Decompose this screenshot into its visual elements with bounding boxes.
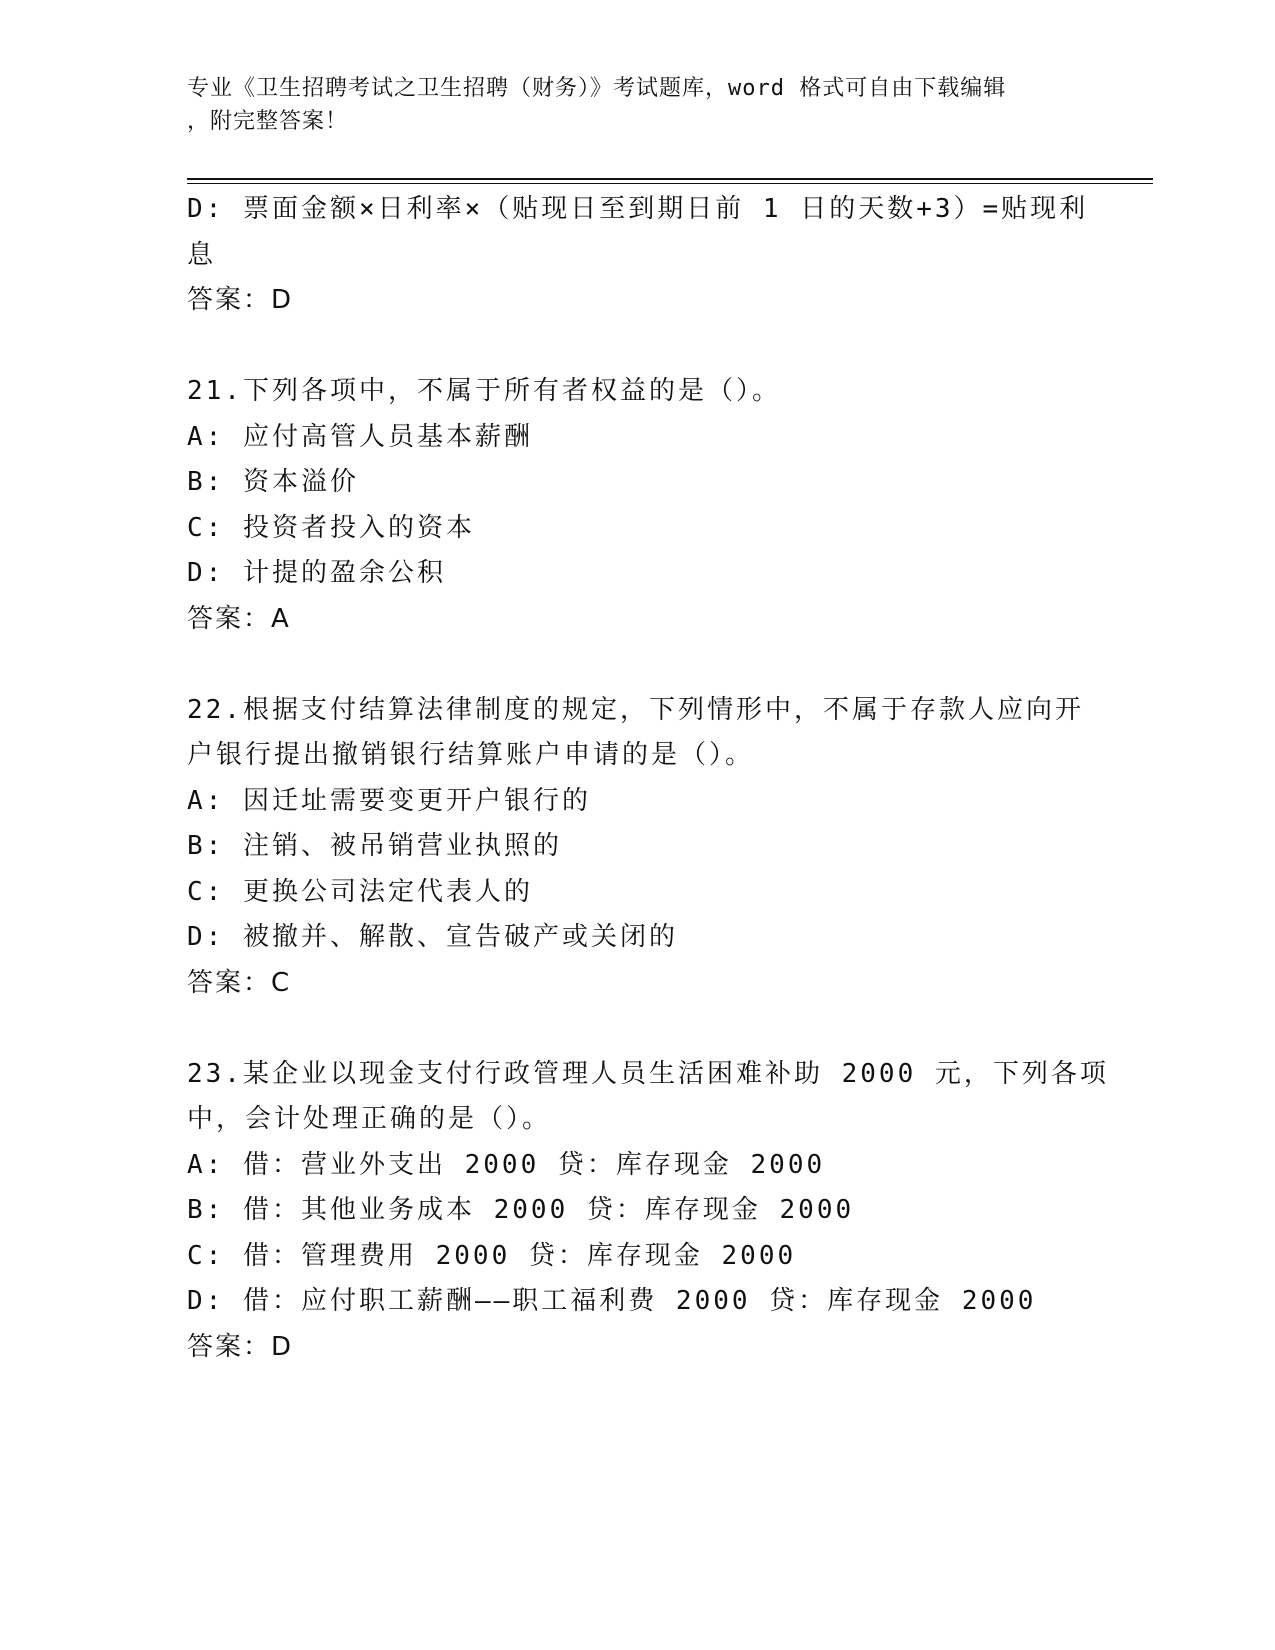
answer: 答案：D bbox=[187, 1331, 294, 1362]
answer: 答案：A bbox=[187, 603, 291, 634]
question-21 bbox=[187, 369, 1087, 642]
header-line-2: ，附完整答案！ bbox=[187, 109, 349, 134]
question-23 bbox=[187, 1052, 1109, 1371]
document-header bbox=[187, 72, 1067, 138]
question-stem-continued: 中，会计处理正确的是（）。 bbox=[187, 1104, 552, 1134]
option-a: A: 借：营业外支出 2000 贷：库存现金 2000 bbox=[187, 1149, 826, 1180]
option-b: B: 资本溢价 bbox=[187, 467, 359, 497]
option-b: B: 借：其他业务成本 2000 贷：库存现金 2000 bbox=[187, 1195, 855, 1225]
option-d: D: 借：应付职工薪酬——职工福利费 2000 贷：库存现金 2000 bbox=[187, 1286, 1037, 1316]
question-stem: 23.某企业以现金支付行政管理人员生活困难补助 2000 元，下列各项 bbox=[187, 1058, 1109, 1089]
header-divider-thick bbox=[187, 178, 1153, 180]
option-a: A: 应付高管人员基本薪酬 bbox=[187, 421, 533, 452]
option-c: C: 投资者投入的资本 bbox=[187, 512, 475, 543]
previous-question-tail bbox=[187, 187, 1087, 324]
option-d: D: 被撤并、解散、宣告破产或关闭的 bbox=[187, 922, 678, 952]
question-22 bbox=[187, 688, 1087, 1007]
question-stem: 22.根据支付结算法律制度的规定，下列情形中，不属于存款人应向开 bbox=[187, 694, 1084, 725]
option-b: B: 注销、被吊销营业执照的 bbox=[187, 831, 562, 861]
option-c: C: 更换公司法定代表人的 bbox=[187, 876, 533, 907]
answer: 答案：D bbox=[187, 285, 294, 315]
answer: 答案：C bbox=[187, 967, 292, 998]
question-stem-continued: 户银行提出撤销银行结算账户申请的是（）。 bbox=[187, 740, 755, 770]
header-divider-thin bbox=[187, 183, 1153, 184]
option-d: D: 计提的盈余公积 bbox=[187, 558, 446, 588]
option-d: D: 票面金额×日利率×（贴现日至到期日前 1 日的天数+3）=贴现利 bbox=[187, 194, 1089, 224]
option-c: C: 借：管理费用 2000 贷：库存现金 2000 bbox=[187, 1240, 797, 1271]
option-a: A: 因迁址需要变更开户银行的 bbox=[187, 785, 591, 816]
option-d-continued: 息 bbox=[187, 239, 217, 270]
question-stem: 21.下列各项中，不属于所有者权益的是（）。 bbox=[187, 376, 781, 406]
question-list bbox=[187, 187, 1109, 1370]
header-line-1: 专业《卫生招聘考试之卫生招聘（财务）》考试题库，word 格式可自由下载编辑 bbox=[187, 76, 1007, 101]
